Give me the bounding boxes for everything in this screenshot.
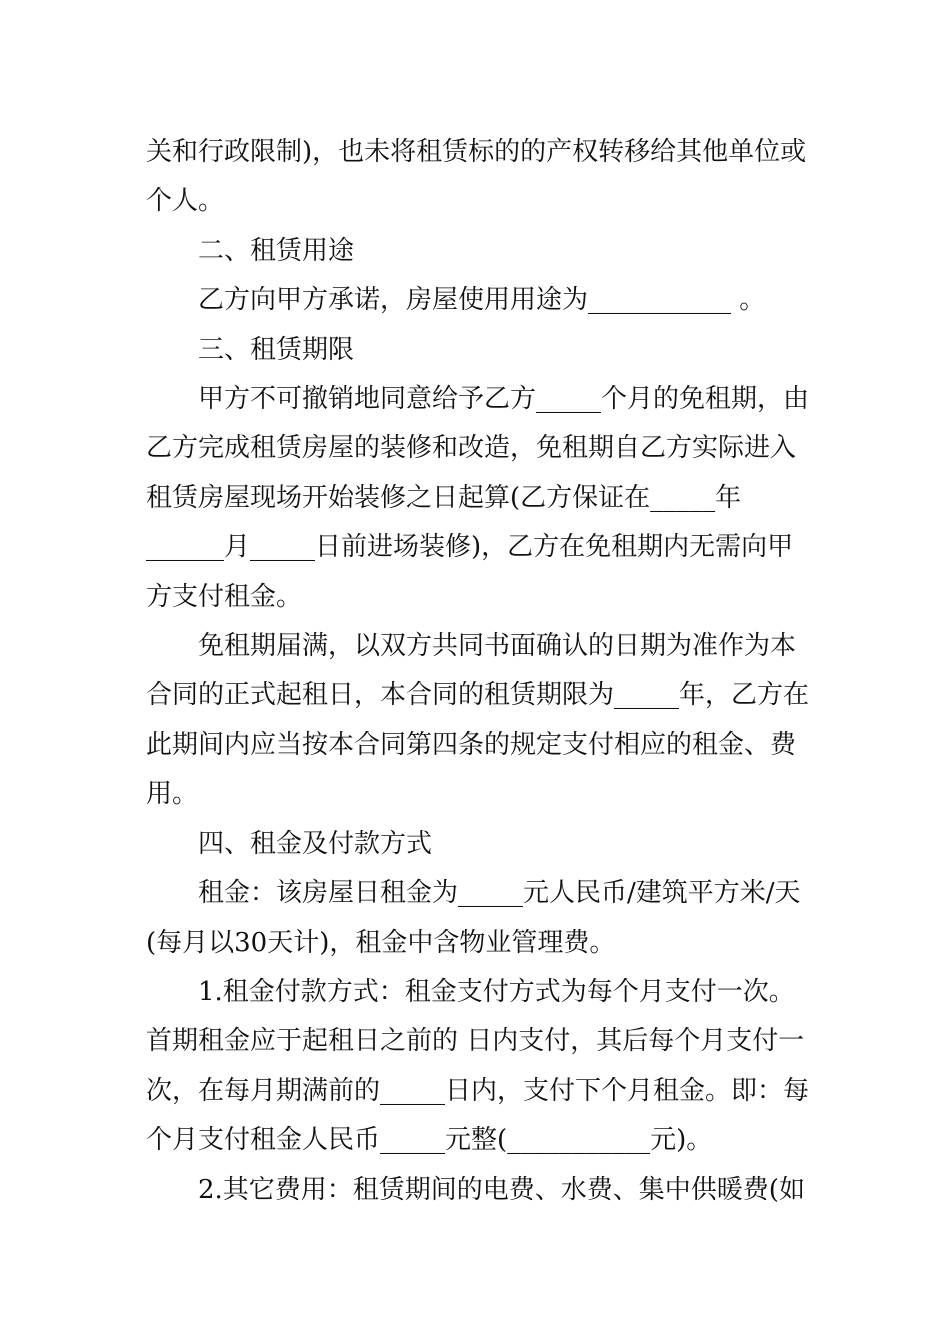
heading-lease-purpose: 二、租赁用途 <box>198 235 355 266</box>
paragraph-rent-free-period: 甲方不可撤销地同意给予乙方_____个月的免租期，由乙方完成租赁房屋的装修和改造，免租期自乙方实际进入租赁房屋现场开始装修之日起算(乙方保证在_____年______月_____日前进场装修)，乙方在免租期内无需向甲方支付租金。 <box>146 384 810 612</box>
heading-lease-term: 三、租赁期限 <box>198 334 355 365</box>
paragraph-other-fees: 2.其它费用：租赁期间的电费、水费、集中供暖费(如 <box>198 1174 805 1205</box>
paragraph-daily-rent: 租金：该房屋日租金为_____元人民币/建筑平方米/天(每月以30天计)，租金中含物业管理费。 <box>146 878 801 958</box>
contract-text <box>146 128 814 1215</box>
heading-rent-payment: 四、租金及付款方式 <box>198 828 433 859</box>
paragraph-usage-promise: 乙方向甲方承诺，房屋使用用途为___________ 。 <box>198 285 766 316</box>
paragraph-payment-method: 1.租金付款方式：租金支付方式为每个月支付一次。首期租金应于起租日之前的 日内支付，其后每个月支付一次，在每月期满前的_____日内，支付下个月租金。即：每个月支付租金人民币_____元整(___________元)。 <box>146 976 810 1156</box>
paragraph-lease-start: 免租期届满，以双方共同书面确认的日期为准作为本合同的正式起租日，本合同的租赁期限为_____年，乙方在此期间内应当按本合同第四条的规定支付相应的租金、费用。 <box>146 631 810 810</box>
paragraph-property-rights: 关和行政限制)，也未将租赁标的的产权转移给其他单位或个人。 <box>146 137 807 217</box>
